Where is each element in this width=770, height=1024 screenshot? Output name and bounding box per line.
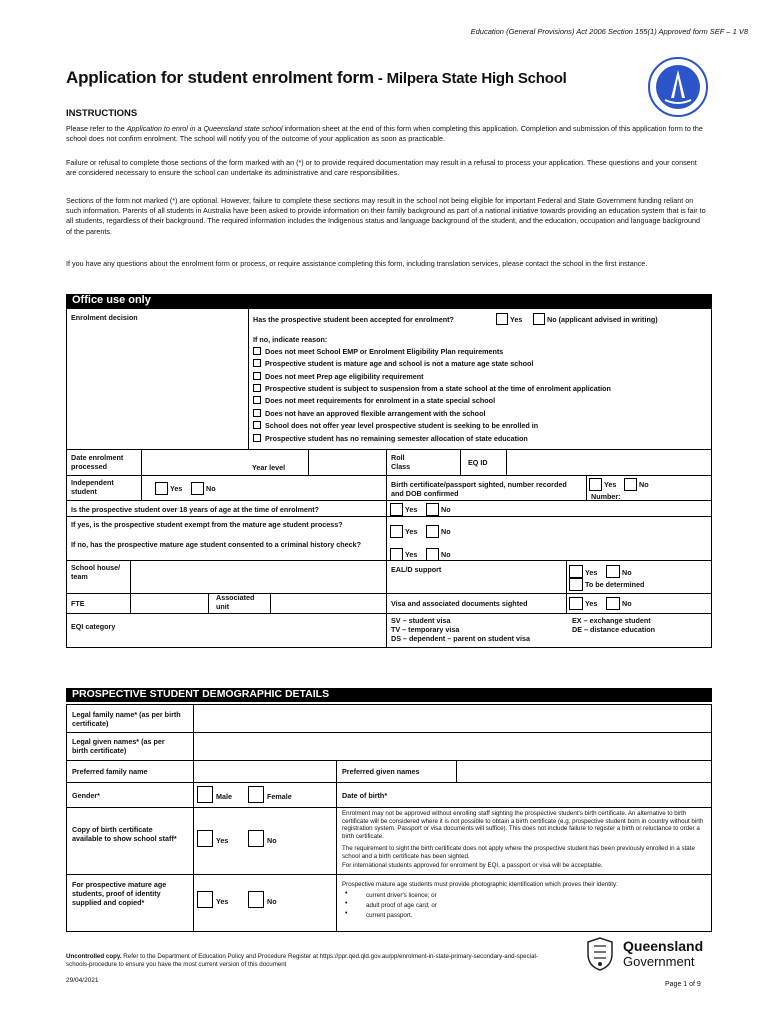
footer-note-text: Refer to the Department of Education Policy and Procedure Register at https://ppr.qed.qld.gov.au/pp/enrolment-in-state-primary-secondary-and-special-schools-procedure to ensure you have the most current version of this document bbox=[66, 953, 538, 968]
mature-item: adult proof of age card; or bbox=[366, 902, 437, 909]
roll-class-label: Roll Class bbox=[391, 453, 411, 471]
office-use-heading bbox=[66, 294, 712, 308]
independent-no-label: No bbox=[206, 484, 216, 493]
legal-given-names-label: Legal given names* (as per birth certificate) bbox=[72, 737, 165, 755]
bullet-icon: • bbox=[345, 910, 348, 917]
page-title bbox=[66, 68, 567, 88]
demographic-heading-text: PROSPECTIVE STUDENT DEMOGRAPHIC DETAILS bbox=[72, 688, 330, 700]
exempt-no-checkbox[interactable] bbox=[426, 525, 439, 538]
col-divider bbox=[386, 500, 387, 560]
row-divider bbox=[66, 732, 712, 733]
col-divider bbox=[336, 760, 337, 932]
col-divider bbox=[506, 449, 507, 475]
row-divider bbox=[66, 560, 712, 561]
copy-birth-yes-checkbox[interactable] bbox=[197, 830, 213, 847]
visa-no-label: No bbox=[622, 599, 632, 608]
visa-yes-checkbox[interactable] bbox=[569, 597, 583, 610]
over18-yes-checkbox[interactable] bbox=[390, 503, 403, 516]
bullet-icon: • bbox=[345, 900, 348, 907]
reason-checkbox[interactable] bbox=[253, 359, 261, 367]
eald-yes-label: Yes bbox=[585, 568, 598, 577]
eqi-category-label: EQI category bbox=[71, 622, 116, 631]
independent-yes-checkbox[interactable] bbox=[155, 482, 168, 495]
visa-yes-label: Yes bbox=[585, 599, 598, 608]
eald-label: EAL/D support bbox=[391, 565, 442, 574]
p1-part-a: Please refer to the bbox=[66, 124, 127, 133]
qld-crest-icon bbox=[582, 936, 618, 972]
row-divider bbox=[66, 449, 712, 450]
reason-checkbox[interactable] bbox=[253, 421, 261, 429]
copy-birth-yes-label: Yes bbox=[216, 836, 229, 845]
eqi-code: EX – exchange student bbox=[572, 616, 651, 625]
eald-tbd-label: To be determined bbox=[585, 580, 645, 589]
reason-checkbox[interactable] bbox=[253, 372, 261, 380]
footer-note bbox=[66, 953, 556, 969]
row-divider bbox=[66, 613, 712, 614]
exempt-no-label: No bbox=[441, 527, 451, 536]
dob-note-3: For international students approved for enrolment by EQI, a passport or visa will be acceptable. bbox=[342, 862, 603, 869]
reason-label: Prospective student has no remaining semester allocation of state education bbox=[265, 434, 528, 443]
reason-label: Does not meet requirements for enrolment in a state special school bbox=[265, 396, 496, 405]
independent-yes-label: Yes bbox=[170, 484, 183, 493]
col-divider bbox=[586, 475, 587, 500]
gender-male-checkbox[interactable] bbox=[197, 786, 213, 803]
mature-proof-yes-label: Yes bbox=[216, 897, 229, 906]
consent-no-checkbox[interactable] bbox=[426, 548, 439, 561]
row-divider bbox=[66, 516, 712, 517]
exempt-question: If yes, is the prospective student exempt from the mature age student process? bbox=[71, 520, 343, 529]
consent-yes-label: Yes bbox=[405, 550, 418, 559]
birth-cert-label: Birth certificate/passport sighted, number recorded and DOB confirmed bbox=[391, 480, 567, 498]
date-of-birth-label: Date of birth* bbox=[342, 791, 388, 800]
col-divider bbox=[141, 449, 142, 500]
eqi-code: DS – dependent – parent on student visa bbox=[391, 634, 530, 643]
footer-date: 29/04/2021 bbox=[66, 977, 99, 984]
p1-italic: Application to enrol in a Queensland state school bbox=[126, 124, 283, 133]
copy-birth-no-checkbox[interactable] bbox=[248, 830, 264, 847]
row-divider bbox=[66, 807, 712, 808]
school-crest-icon bbox=[647, 56, 709, 118]
reason-checkbox[interactable] bbox=[253, 347, 261, 355]
reason-label: Does not meet School EMP or Enrolment Eligibility Plan requirements bbox=[265, 347, 504, 356]
instructions-para-3: Sections of the form not marked (*) are optional. However, failure to complete these sections may result in the school not being eligible for important Federal and State Government funding reliant on such information. Parents of all students in Australia have been asked to provide information on their family background as part of a national initiative towards providing an education system that is fair to all students, regardless of their background. The required information includes the Indigenous status and language background of the student, and the education, occupation and language background of the parents. bbox=[66, 196, 706, 236]
row-divider bbox=[66, 475, 712, 476]
if-no-label: If no, indicate reason: bbox=[253, 335, 328, 344]
eqi-code: DE – distance education bbox=[572, 625, 656, 634]
over18-yes-label: Yes bbox=[405, 505, 418, 514]
number-label: Number: bbox=[591, 492, 621, 501]
accepted-no-label: No (applicant advised in writing) bbox=[547, 315, 658, 324]
row-divider bbox=[66, 760, 712, 761]
mature-item: current passport. bbox=[366, 912, 413, 919]
consent-question: If no, has the prospective mature age student consented to a criminal history check? bbox=[71, 540, 361, 549]
instructions-para-1 bbox=[66, 124, 706, 144]
dob-note-2: The requirement to sight the birth certificate does not apply where the prospective student has been previously enrolled in a state school and a birth certificate has been sighted. bbox=[342, 845, 695, 860]
mature-proof-no-checkbox[interactable] bbox=[248, 891, 264, 908]
enrolment-decision-label: Enrolment decision bbox=[71, 313, 138, 322]
instructions-para-2: Failure or refusal to complete those sections of the form marked with an (*) or to provide required documentation may result in a refusal to process your application. These questions and your consent are considered necessary to ensure the school can undertake its administrative and care responsibilities. bbox=[66, 158, 697, 178]
bullet-icon: • bbox=[345, 890, 348, 897]
birth-cert-yes-label: Yes bbox=[604, 480, 617, 489]
gender-male-label: Male bbox=[216, 792, 232, 801]
reason-label: Prospective student is mature age and school is not a mature age state school bbox=[265, 359, 534, 368]
associated-unit-label: Associated unit bbox=[216, 593, 255, 611]
col-divider bbox=[193, 704, 194, 932]
reason-checkbox[interactable] bbox=[253, 396, 261, 404]
independent-no-checkbox[interactable] bbox=[191, 482, 204, 495]
reason-label: Does not have an approved flexible arrangement with the school bbox=[265, 409, 486, 418]
birth-cert-no-checkbox[interactable] bbox=[624, 478, 637, 491]
independent-student-label: Independent student bbox=[71, 478, 114, 496]
consent-yes-checkbox[interactable] bbox=[390, 548, 403, 561]
page-number: Page 1 of 9 bbox=[665, 981, 701, 988]
fte-label: FTE bbox=[71, 599, 85, 608]
col-divider bbox=[456, 760, 457, 782]
visa-docs-label: Visa and associated documents sighted bbox=[391, 599, 528, 608]
preferred-family-name-label: Preferred family name bbox=[72, 767, 148, 776]
eald-tbd-checkbox[interactable] bbox=[569, 578, 583, 591]
col-divider bbox=[386, 449, 387, 500]
school-house-label: School house/ team bbox=[71, 563, 121, 581]
gender-female-label: Female bbox=[267, 792, 292, 801]
row-divider bbox=[66, 593, 712, 594]
year-level-label: Year level bbox=[252, 463, 286, 472]
reason-checkbox[interactable] bbox=[253, 434, 261, 442]
school-name: Milpera State High School bbox=[386, 70, 567, 87]
over18-question: Is the prospective student over 18 years of age at the time of enrolment? bbox=[71, 505, 320, 514]
gender-female-checkbox[interactable] bbox=[248, 786, 264, 803]
eq-id-label: EQ ID bbox=[468, 458, 488, 467]
mature-proof-no-label: No bbox=[267, 897, 277, 906]
over18-no-label: No bbox=[441, 505, 451, 514]
eald-yes-checkbox[interactable] bbox=[569, 565, 583, 578]
visa-no-checkbox[interactable] bbox=[606, 597, 620, 610]
office-heading-text: Office use only bbox=[72, 294, 151, 306]
gender-label: Gender* bbox=[72, 791, 100, 800]
mature-note: Prospective mature age students must provide photographic identification which proves their identity: bbox=[342, 881, 618, 888]
title-dash: - bbox=[373, 70, 387, 87]
accepted-no-checkbox[interactable] bbox=[533, 313, 545, 325]
col-divider bbox=[270, 593, 271, 613]
col-divider bbox=[208, 593, 209, 613]
birth-cert-no-label: No bbox=[639, 480, 649, 489]
demographic-heading bbox=[66, 688, 712, 702]
legal-family-name-label: Legal family name* (as per birth certificate) bbox=[72, 710, 181, 728]
preferred-given-names-label: Preferred given names bbox=[342, 767, 420, 776]
mature-proof-yes-checkbox[interactable] bbox=[197, 891, 213, 908]
eald-no-label: No bbox=[622, 568, 632, 577]
col-divider bbox=[460, 449, 461, 475]
birth-cert-yes-checkbox[interactable] bbox=[589, 478, 602, 491]
eald-no-checkbox[interactable] bbox=[606, 565, 620, 578]
dob-note-1: Enrolment may not be approved without enrolling staff sighting the prospective student's birth certificate. An alternative to birth certificate will be considered where it is not possible to obtain a birth certificate (e.g. prospective student born in country without birth registration system. Passport or visa documents will suffice). This does not include failure to register a birth or reluctance to order a birth certificate. bbox=[342, 810, 704, 840]
row-divider bbox=[66, 874, 712, 875]
exempt-yes-label: Yes bbox=[405, 527, 418, 536]
exempt-yes-checkbox[interactable] bbox=[390, 525, 403, 538]
reason-label: Prospective student is subject to suspension from a state school at the time of enrolment application bbox=[265, 384, 611, 393]
mature-proof-label: For prospective mature age students, proof of identity supplied and copied* bbox=[72, 880, 167, 907]
legal-family-name-input[interactable] bbox=[196, 707, 712, 731]
col-divider bbox=[308, 449, 309, 475]
col-divider bbox=[130, 560, 131, 613]
over18-no-checkbox[interactable] bbox=[426, 503, 439, 516]
copy-birth-cert-label: Copy of birth certificate available to show school staff* bbox=[72, 825, 177, 843]
accepted-question: Has the prospective student been accepted for enrolment? bbox=[253, 315, 454, 324]
reason-label: School does not offer year level prospective student is seeking to be enrolled in bbox=[265, 421, 539, 430]
logo-line-1: Queensland bbox=[623, 938, 704, 954]
consent-no-label: No bbox=[441, 550, 451, 559]
form-reference: Education (General Provisions) Act 2006 Section 155(1) Approved form SEF – 1 V8 bbox=[470, 27, 748, 36]
title-text: Application for student enrolment form bbox=[66, 68, 374, 87]
col-divider bbox=[566, 560, 567, 613]
eqi-code: TV – temporary visa bbox=[391, 625, 460, 634]
logo-line-2: Government bbox=[623, 954, 695, 969]
p1-part-b: information sheet at the end of this form when completing this application. Completion and submission of this application form to the school does not confirm enrolment. The school will notify you of the outcome of your application as soon as practicable. bbox=[66, 124, 703, 144]
instructions-para-4: If you have any questions about the enrolment form or process, or require assistance completing this form, including translation services, please contact the school in the first instance. bbox=[66, 259, 648, 268]
accepted-yes-label: Yes bbox=[510, 315, 523, 324]
uncontrolled-copy-text: Uncontrolled copy. bbox=[66, 953, 122, 960]
col-divider bbox=[248, 308, 249, 449]
row-divider bbox=[66, 782, 712, 783]
instructions-heading: INSTRUCTIONS bbox=[66, 108, 138, 119]
col-divider bbox=[386, 560, 387, 648]
mature-item: current driver's licence; or bbox=[366, 892, 437, 899]
eqi-code: SV – student visa bbox=[391, 616, 451, 625]
copy-birth-no-label: No bbox=[267, 836, 277, 845]
reason-checkbox[interactable] bbox=[253, 409, 261, 417]
queensland-government-logo bbox=[582, 936, 702, 972]
reason-label: Does not meet Prep age eligibility requirement bbox=[265, 372, 424, 381]
date-processed-label: Date enrolment processed bbox=[71, 453, 124, 471]
reason-checkbox[interactable] bbox=[253, 384, 261, 392]
legal-given-names-input[interactable] bbox=[196, 735, 712, 759]
accepted-yes-checkbox[interactable] bbox=[496, 313, 508, 325]
